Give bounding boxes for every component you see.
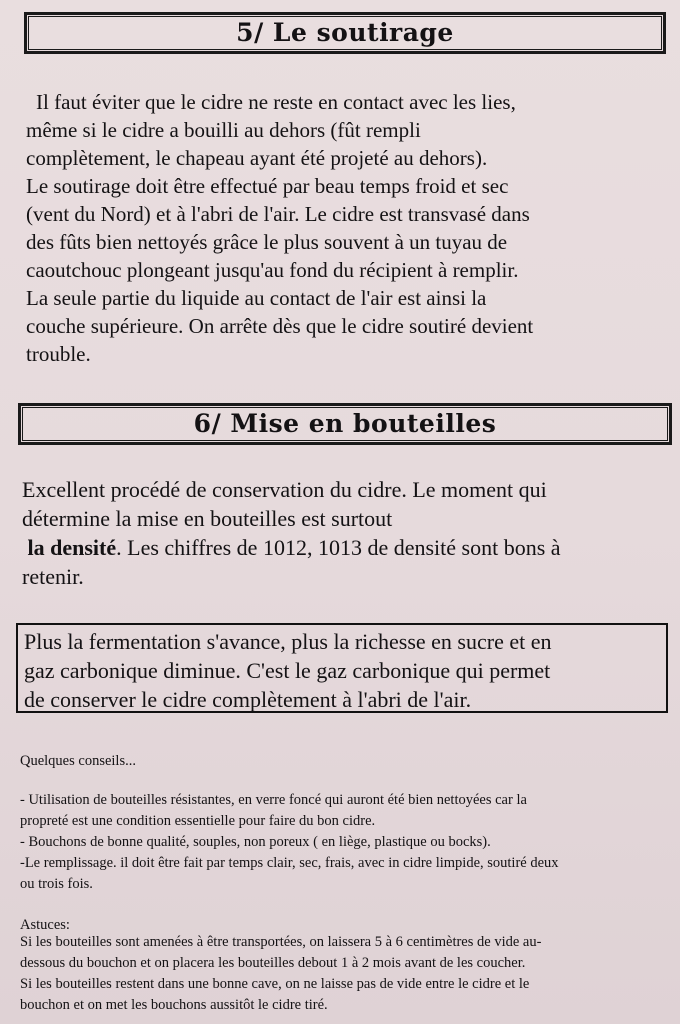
section-5-line: trouble. [26,342,91,366]
section-6-line [22,533,662,562]
section-5-line: caoutchouc plongeant jusqu'au fond du récipient à remplir. [26,258,519,282]
conseil-line: - Bouchons de bonne qualité, souples, non poreux ( en liège, plastique ou bocks). [20,834,491,850]
conseils-title: Quelques conseils... [20,753,136,769]
section-5-line: Le soutirage doit être effectué par beau temps froid et sec [26,174,509,198]
section-5-title: 5/ Le soutirage [24,12,666,54]
section-6-line: Excellent procédé de conservation du cidre. Le moment qui [22,477,547,502]
section-6-title: 6/ Mise en bouteilles [18,403,672,445]
note-line: gaz carbonique diminue. C'est le gaz carbonique qui permet [24,658,551,683]
note-line: de conserver le cidre complètement à l'abri de l'air. [24,687,472,712]
section-6-line-rest: . Les chiffres de 1012, 1013 de densité sont bons à [116,535,561,560]
conseil-line: propreté est une condition essentielle pour faire du bon cidre. [20,813,376,829]
astuces-list [20,932,670,1016]
conseil-line: -Le remplissage. il doit être fait par temps clair, sec, frais, avec in cidre limpide, soutiré deux [20,855,559,871]
astuce-line: Si les bouteilles restent dans une bonne cave, on ne laisse pas de vide entre le cidre et le [20,976,530,992]
conseil-line: - Utilisation de bouteilles résistantes, en verre foncé qui auront été bien nettoyées car la [20,792,527,808]
section-5-line: La seule partie du liquide au contact de l'air est ainsi la [26,286,487,310]
section-5-line: couche supérieure. On arrête dès que le cidre soutiré devient [26,314,534,338]
note-line: Plus la fermentation s'avance, plus la richesse en sucre et en [24,629,552,654]
section-5-line: même si le cidre a bouilli au dehors (fût rempli [26,118,421,142]
astuce-line: Si les bouteilles sont amenées à être transportées, on laissera 5 à 6 centimètres de vide au- [20,934,542,950]
section-6-line: détermine la mise en bouteilles est surtout [22,506,393,531]
section-5-line: (vent du Nord) et à l'abri de l'air. Le cidre est transvasé dans [26,202,530,226]
section-5-body [26,88,666,368]
section-5-line: des fûts bien nettoyés grâce le plus souvent à un tuyau de [26,230,508,254]
astuces-title: Astuces: [20,917,70,933]
astuce-line: bouchon et on met les bouchons aussitôt le cidre tiré. [20,997,328,1013]
section-5-line: complètement, le chapeau ayant été projeté au dehors). [26,146,488,170]
conseil-line: ou trois fois. [20,876,93,892]
section-6-line: retenir. [22,564,84,589]
astuce-line: dessous du bouchon et on placera les bouteilles debout 1 à 2 mois avant de les coucher. [20,955,526,971]
section-6-body [22,475,662,591]
fermentation-note-box [16,623,668,713]
section-5-line: Il faut éviter que le cidre ne reste en contact avec les lies, [36,90,516,114]
conseils-list [20,790,670,895]
density-emphasis: la densité [27,535,117,560]
